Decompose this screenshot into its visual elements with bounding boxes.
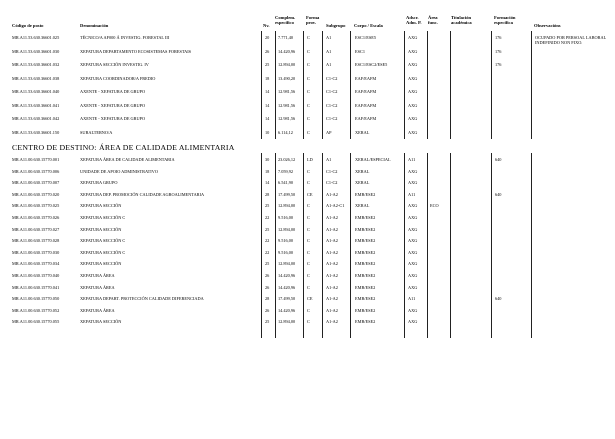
- cell-adscr: AXG: [408, 307, 418, 313]
- cell-subgrupo: C1-C2: [326, 116, 338, 121]
- cell-subgrupo: A1-A2: [326, 191, 338, 197]
- cell-corpo: ESC1/ESC2/ESE5: [355, 62, 388, 67]
- cell-code: MR.A11.00.630.15770.027: [12, 226, 60, 232]
- cell-forma: CE: [307, 296, 313, 302]
- header-forma: Forma prov.: [306, 15, 320, 26]
- cell-code: MR.A11.53.630.36601.025: [12, 35, 60, 40]
- cell-nv: 22: [265, 249, 270, 255]
- cell-complemento: 7.771,40: [278, 35, 294, 40]
- cell-code: MR.A11.53.630.36601.150: [12, 129, 60, 135]
- cell-denominacion: XEFATURA ÁREA: [80, 273, 115, 278]
- cell-corpo: EMB/ESE2: [355, 215, 376, 220]
- cell-adscr: AXG: [408, 284, 418, 290]
- table-row: [0, 155, 615, 166]
- cell-adscr: A11: [408, 157, 416, 162]
- cell-forma: C: [307, 319, 310, 325]
- cell-nv: 18: [265, 75, 270, 81]
- cell-code: MR.A11.53.630.36601.041: [12, 102, 60, 108]
- cell-adscr: AXG: [408, 62, 418, 67]
- table-row: [0, 213, 615, 224]
- table-row: [0, 47, 615, 58]
- cell-denominacion: XEFATURA DEPARTAMENTO ECOSISTEMAS FORESTAIS: [80, 48, 192, 54]
- column-divider: [350, 153, 351, 338]
- column-divider: [450, 153, 451, 338]
- cell-subgrupo: C1-C2: [326, 168, 338, 174]
- cell-code: MR.A11.00.630.15770.028: [12, 238, 60, 244]
- cell-denominacion: XEFATURA SECCIÓN INVESTIG. IV: [80, 62, 149, 67]
- cell-nv: 26: [265, 284, 270, 290]
- cell-forma: C: [307, 62, 310, 67]
- cell-subgrupo: A1: [326, 62, 332, 67]
- cell-area: ECO: [430, 203, 439, 209]
- cell-complemento: 9.516,00: [278, 215, 294, 220]
- cell-code: MR.A11.53.630.36601.040: [12, 89, 60, 94]
- header-nv: Nv.: [263, 23, 270, 28]
- cell-code: MR.A11.00.630.15770.001: [12, 157, 60, 162]
- column-divider: [275, 153, 276, 338]
- cell-adscr: AXG: [408, 116, 418, 121]
- cell-code: MR.A11.00.630.15770.030: [12, 249, 60, 255]
- table-row: [0, 248, 615, 259]
- column-divider: [303, 31, 304, 139]
- cell-corpo: EMB/ESE2: [355, 261, 376, 267]
- cell-subgrupo: A1-A2: [326, 226, 338, 232]
- cell-forma: C: [307, 168, 310, 174]
- cell-denominacion: XEFATURA COORDINADOR/A FREDIO: [80, 75, 156, 81]
- cell-formacion: 176: [495, 62, 502, 67]
- cell-corpo: XERAL: [355, 203, 370, 209]
- cell-denominacion: TÉCNICO/A AF000 Á INVESTIG. FORESTAL III: [80, 35, 170, 40]
- cell-formacion: 640: [495, 296, 502, 302]
- cell-nv: 14: [265, 180, 270, 186]
- table-row: [0, 306, 615, 317]
- cell-adscr: AXG: [408, 273, 418, 278]
- cell-denominacion: XEFATURA GRUPO: [80, 180, 118, 186]
- cell-adscr: AXG: [408, 168, 418, 174]
- cell-corpo: EAF/EAFM: [355, 102, 377, 108]
- cell-complemento: 12.981,56: [278, 89, 296, 94]
- cell-nv: 26: [265, 48, 270, 54]
- cell-code: MR.A11.00.630.15770.020: [12, 191, 60, 197]
- cell-forma: C: [307, 261, 310, 267]
- cell-nv: 25: [265, 226, 270, 232]
- cell-forma: C: [307, 203, 310, 209]
- cell-corpo: XERAL: [355, 168, 370, 174]
- cell-corpo: EMB/ESE2: [355, 226, 376, 232]
- cell-nv: 18: [265, 168, 270, 174]
- column-divider: [261, 31, 262, 139]
- cell-subgrupo: C1-C2: [326, 102, 338, 108]
- cell-corpo: XERAL: [355, 129, 370, 135]
- section-title: ÁREA DE CALIDADE ALIMENTARIA: [99, 143, 235, 152]
- cell-complemento: 13.490,20: [278, 75, 296, 81]
- cell-forma: C: [307, 75, 310, 81]
- cell-complemento: 6.541,90: [278, 180, 294, 186]
- cell-corpo: EAF/EAFM: [355, 75, 377, 81]
- cell-code: MR.A11.00.630.15770.006: [12, 168, 60, 174]
- cell-denominacion: AXENTE - XEFATURA DE GRUPO: [80, 89, 146, 94]
- table-row: [0, 190, 615, 201]
- column-divider: [450, 31, 451, 139]
- cell-denominacion: XEFATURA ÁREA DE CALIDADE ALIMENTARIA: [80, 157, 175, 162]
- cell-nv: 25: [265, 319, 270, 325]
- cell-nv: 25: [265, 261, 270, 267]
- cell-subgrupo: A1-A2: [326, 296, 338, 302]
- cell-corpo: EAF/EAFM: [355, 116, 377, 121]
- cell-complemento: 7.059,92: [278, 168, 294, 174]
- column-divider: [491, 31, 492, 139]
- cell-code: MR.A11.00.630.15770.052: [12, 307, 60, 313]
- cell-denominacion: AXENTE - XEFATURA DE GRUPO: [80, 116, 146, 121]
- cell-complemento: 23.026,12: [278, 157, 296, 162]
- section-label: CENTRO DE DESTINO:: [12, 143, 97, 152]
- cell-code: MR.A11.53.630.36601.042: [12, 116, 60, 121]
- cell-subgrupo: A1: [326, 157, 332, 162]
- cell-subgrupo: A1-A2: [326, 284, 338, 290]
- cell-forma: CE: [307, 191, 313, 197]
- cell-adscr: AXG: [408, 35, 418, 40]
- cell-code: MR.A11.53.630.36601.038: [12, 75, 60, 81]
- table-row: [0, 317, 615, 328]
- table-row: [0, 101, 615, 112]
- cell-forma: C: [307, 129, 310, 135]
- cell-denominacion: XEFATURA DEP. PROMOCIÓN CALIDADE AGROALIMENTARIA: [80, 191, 205, 197]
- cell-adscr: A11: [408, 296, 416, 302]
- cell-nv: 25: [265, 203, 270, 209]
- cell-subgrupo: A1-A2: [326, 261, 338, 267]
- cell-corpo: EMB/ESE2: [355, 273, 376, 278]
- cell-forma: C: [307, 89, 310, 94]
- table-row: [0, 271, 615, 282]
- table-row: [0, 114, 615, 125]
- cell-denominacion: XEFATURA ÁREA: [80, 284, 115, 290]
- cell-forma: C: [307, 273, 310, 278]
- cell-nv: 14: [265, 116, 270, 121]
- cell-forma: C: [307, 215, 310, 220]
- cell-complemento: 9.516,00: [278, 249, 294, 255]
- column-divider: [531, 31, 532, 139]
- table-row: [0, 60, 615, 71]
- cell-corpo: EMB/ESE2: [355, 249, 376, 255]
- cell-forma: C: [307, 102, 310, 108]
- cell-complemento: 14.420,96: [278, 307, 296, 313]
- cell-nv: 25: [265, 62, 270, 67]
- cell-adscr: AXG: [408, 102, 418, 108]
- cell-nv: 26: [265, 273, 270, 278]
- table-row: [0, 87, 615, 98]
- cell-code: MR.A11.00.630.15770.026: [12, 215, 60, 220]
- column-divider: [491, 153, 492, 338]
- cell-complemento: 12.981,56: [278, 116, 296, 121]
- cell-code: MR.A11.00.630.15770.007: [12, 180, 60, 186]
- cell-adscr: AXG: [408, 249, 418, 255]
- cell-adscr: AXG: [408, 89, 418, 94]
- cell-subgrupo: A1-A2: [326, 319, 338, 325]
- cell-denominacion: XEFATURA SECCIÓN: [80, 203, 122, 209]
- cell-code: MR.A11.00.630.15770.034: [12, 261, 60, 267]
- cell-corpo: EMB/ESE2: [355, 296, 376, 302]
- cell-subgrupo: C1-C2: [326, 75, 338, 81]
- column-divider: [350, 31, 351, 139]
- cell-subgrupo: A1: [326, 48, 332, 54]
- cell-subgrupo: A1: [326, 35, 332, 40]
- cell-adscr: AXG: [408, 180, 418, 186]
- cell-formacion: 640: [495, 157, 502, 162]
- header-observaciones: Observacións: [534, 23, 561, 28]
- column-divider: [275, 31, 276, 139]
- cell-observacions: OCUPADO POR PERSOAL LABORAL INDEFINIDO NON FIXO.: [535, 35, 607, 45]
- cell-subgrupo: C1-C2: [326, 180, 338, 186]
- cell-adscr: AXG: [408, 129, 418, 135]
- cell-subgrupo: A1-A2: [326, 238, 338, 244]
- column-divider: [427, 153, 428, 338]
- cell-code: MR.A11.53.630.36601.030: [12, 48, 60, 54]
- header-corpo: Corpo / Escala: [354, 23, 383, 28]
- cell-formacion: 176: [495, 35, 502, 40]
- cell-formacion: 176: [495, 48, 502, 54]
- cell-adscr: AXG: [408, 75, 418, 81]
- header-adscr: Adscr. Adm. P.: [406, 15, 422, 26]
- table-row: [0, 236, 615, 247]
- cell-forma: C: [307, 35, 310, 40]
- cell-subgrupo: A1-A2: [326, 215, 338, 220]
- cell-forma: C: [307, 284, 310, 290]
- cell-nv: 22: [265, 215, 270, 220]
- cell-nv: 10: [265, 129, 270, 135]
- column-divider: [303, 153, 304, 338]
- header-complem: Complem. específico: [275, 15, 296, 26]
- cell-complemento: 14.420,96: [278, 284, 296, 290]
- column-divider: [322, 31, 323, 139]
- cell-adscr: AXG: [408, 238, 418, 244]
- cell-forma: LD: [307, 157, 313, 162]
- cell-complemento: 9.516,00: [278, 238, 294, 244]
- column-divider: [261, 153, 262, 338]
- cell-denominacion: SUBALTERNO/A: [80, 129, 113, 135]
- cell-complemento: 6.114,12: [278, 129, 293, 135]
- cell-code: MR.A11.00.630.15770.025: [12, 203, 60, 209]
- header-subgrupo: Subgrupo: [326, 23, 346, 28]
- cell-corpo: EAF/EAFM: [355, 89, 377, 94]
- cell-forma: C: [307, 226, 310, 232]
- cell-subgrupo: AP: [326, 129, 332, 135]
- cell-subgrupo: A1-A2: [326, 249, 338, 255]
- cell-subgrupo: A1-A2-C1: [326, 203, 345, 209]
- cell-adscr: AXG: [408, 226, 418, 232]
- table-row: [0, 167, 615, 178]
- cell-nv: 28: [265, 191, 270, 197]
- table-row: [0, 259, 615, 270]
- cell-nv: 20: [265, 35, 270, 40]
- cell-corpo: EMB/ESE2: [355, 238, 376, 244]
- cell-corpo: ESC1: [355, 48, 366, 54]
- column-divider: [404, 31, 405, 139]
- header-formacion: Formación específica: [494, 15, 516, 26]
- cell-denominacion: XEFATURA SECCIÓN: [80, 226, 122, 232]
- cell-complemento: 12.894,00: [278, 261, 296, 267]
- cell-nv: 28: [265, 296, 270, 302]
- cell-denominacion: XEFATURA SECCIÓN C: [80, 249, 126, 255]
- cell-denominacion: AXENTE - XEFATURA DE GRUPO: [80, 102, 146, 108]
- cell-corpo: XERAL: [355, 180, 370, 186]
- cell-code: MR.A11.53.630.36601.032: [12, 62, 60, 67]
- cell-complemento: 12.894,00: [278, 226, 296, 232]
- cell-complemento: 17.499,50: [278, 191, 296, 197]
- cell-adscr: AXG: [408, 319, 418, 325]
- cell-adscr: AXG: [408, 261, 418, 267]
- cell-denominacion: XEFATURA ÁREA: [80, 307, 115, 313]
- cell-denominacion: XEFATURA SECCIÓN: [80, 319, 122, 325]
- cell-forma: C: [307, 238, 310, 244]
- header-area: Área func.: [428, 15, 438, 26]
- cell-corpo: EMB/ESE2: [355, 191, 376, 197]
- table-row: [0, 294, 615, 305]
- column-divider: [322, 153, 323, 338]
- table-header: [0, 14, 615, 30]
- cell-code: MR.A11.00.630.15770.055: [12, 319, 60, 325]
- cell-complemento: 12.894,00: [278, 319, 296, 325]
- header-titulacion: Titulación académica: [451, 15, 472, 26]
- table-row: [0, 74, 615, 85]
- table-row: [0, 128, 615, 139]
- cell-complemento: 12.981,56: [278, 102, 296, 108]
- cell-complemento: 14.420,96: [278, 273, 296, 278]
- header-denominacion: Denominación: [80, 23, 109, 28]
- cell-nv: 14: [265, 102, 270, 108]
- cell-subgrupo: A1-A2: [326, 273, 338, 278]
- cell-complemento: 17.499,50: [278, 296, 296, 302]
- cell-adscr: AXG: [408, 215, 418, 220]
- cell-code: MR.A11.00.630.15770.041: [12, 284, 60, 290]
- table-row: [0, 33, 615, 44]
- column-divider: [531, 153, 532, 338]
- cell-corpo: XERAL/ESPECIAL: [355, 157, 391, 162]
- cell-denominacion: XEFATURA DEPART. PROTECCIÓN CALIDADE DIFERENCIADA: [80, 296, 204, 302]
- cell-forma: C: [307, 249, 310, 255]
- cell-nv: 26: [265, 307, 270, 313]
- cell-subgrupo: C1-C2: [326, 89, 338, 94]
- cell-denominacion: XEFATURA SECCIÓN C: [80, 215, 126, 220]
- cell-forma: C: [307, 116, 310, 121]
- cell-nv: 22: [265, 238, 270, 244]
- cell-code: MR.A11.00.630.15770.050: [12, 296, 60, 302]
- table-row: [0, 178, 615, 189]
- cell-denominacion: XEFATURA SECCIÓN C: [80, 238, 126, 244]
- cell-adscr: A11: [408, 191, 416, 197]
- cell-complemento: 12.894,00: [278, 203, 296, 209]
- cell-denominacion: XEFATURA SECCIÓN: [80, 261, 122, 267]
- cell-complemento: 14.420,96: [278, 48, 296, 54]
- cell-formacion: 640: [495, 191, 502, 197]
- cell-corpo: EMB/ESE2: [355, 319, 376, 325]
- header-codigo: Código de posto: [12, 23, 44, 28]
- cell-corpo: ESC1/ESE5: [355, 35, 377, 40]
- cell-adscr: AXG: [408, 203, 418, 209]
- section-heading: [12, 143, 235, 152]
- cell-forma: C: [307, 307, 310, 313]
- cell-complemento: 12.894,00: [278, 62, 296, 67]
- cell-code: MR.A11.00.630.15770.040: [12, 273, 60, 278]
- cell-corpo: EMB/ESE2: [355, 307, 376, 313]
- cell-subgrupo: A1-A2: [326, 307, 338, 313]
- table-row: [0, 283, 615, 294]
- column-divider: [427, 31, 428, 139]
- cell-adscr: AXG: [408, 48, 418, 54]
- cell-corpo: EMB/ESE2: [355, 284, 376, 290]
- table-row: [0, 225, 615, 236]
- cell-forma: C: [307, 48, 310, 54]
- column-divider: [404, 153, 405, 338]
- cell-nv: 14: [265, 89, 270, 94]
- cell-forma: C: [307, 180, 310, 186]
- cell-denominacion: UNIDADE DE APOIO ADMINISTRATIVO: [80, 168, 158, 174]
- table-row: [0, 201, 615, 212]
- cell-nv: 30: [265, 157, 270, 162]
